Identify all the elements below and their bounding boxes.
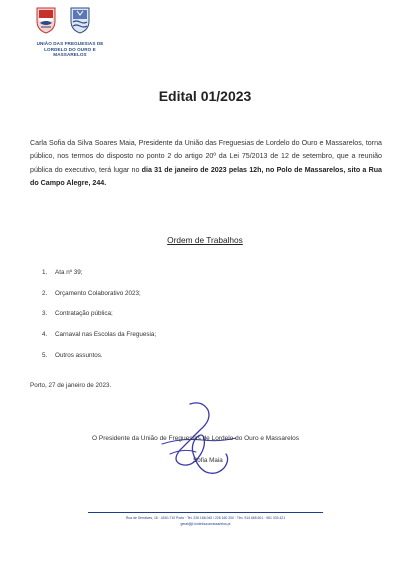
agenda-item-number: 5. (42, 351, 48, 359)
agenda-item-number: 1. (42, 269, 48, 276)
agenda-item-number: 4. (42, 331, 48, 339)
agenda-item-text: Carnaval nas Escolas da Freguesia; (55, 331, 157, 339)
agenda-title: Ordem de Trabalhos (167, 235, 243, 245)
agenda-item-text: Contratação pública; (55, 310, 113, 318)
announcement-text: Carla Sofia da Silva Soares Maia, Presidente da União das Freguesias de Lordelo do Ouro e Massarelos, torna público, nos termos do disposto no ponto 2 do artigo 20º da Lei 75/2013 de 12 de setembro, que a reunião pública do executivo, terá lugar no (30, 139, 382, 174)
signer-name: Sofia Maia (193, 457, 223, 464)
document-title: Edital 01/2023 (158, 88, 252, 104)
agenda-item-text: Outros assuntos. (55, 351, 103, 359)
date-line: Porto, 27 de janeiro de 2023. (30, 382, 112, 389)
closing-line: O Presidente da União de Freguesias de Lordelo do Ouro e Massarelos (92, 435, 300, 442)
footer-email: geral@jf-lordelouromassarelos.pt (180, 521, 231, 526)
logo-caption-line2: LORDELO DO OURO E MASSARELOS (44, 46, 96, 58)
logo-caption (30, 41, 110, 58)
agenda-item-number: 3. (42, 310, 48, 318)
agenda-item-number: 2. (42, 289, 48, 297)
footer-divider (88, 512, 323, 513)
parish-logo (30, 6, 110, 56)
lordelo-coat-of-arms-icon (34, 6, 58, 34)
footer-address: Rua de Serralves, 16 · 4150-710 Porto · Tel. 226 166 040 / 226 160 200 · Tlm. 914 665 601 · 961 033 421 (125, 516, 286, 520)
agenda-item-text: Orçamento Colaborativo 2023; (55, 289, 141, 297)
logo-caption-line1: UNIÃO DAS FREGUESIAS DE (36, 41, 104, 46)
agenda-item-text: Ata nº 39; (55, 269, 83, 276)
footer-contact (88, 516, 323, 528)
announcement-paragraph (30, 137, 382, 191)
massarelos-coat-of-arms-icon (68, 6, 92, 34)
announcement-meeting-details: dia 31 de janeiro de 2023 pelas 12h, no Polo de Massarelos, sito a Rua do Campo Alegre, 244. (30, 165, 382, 188)
